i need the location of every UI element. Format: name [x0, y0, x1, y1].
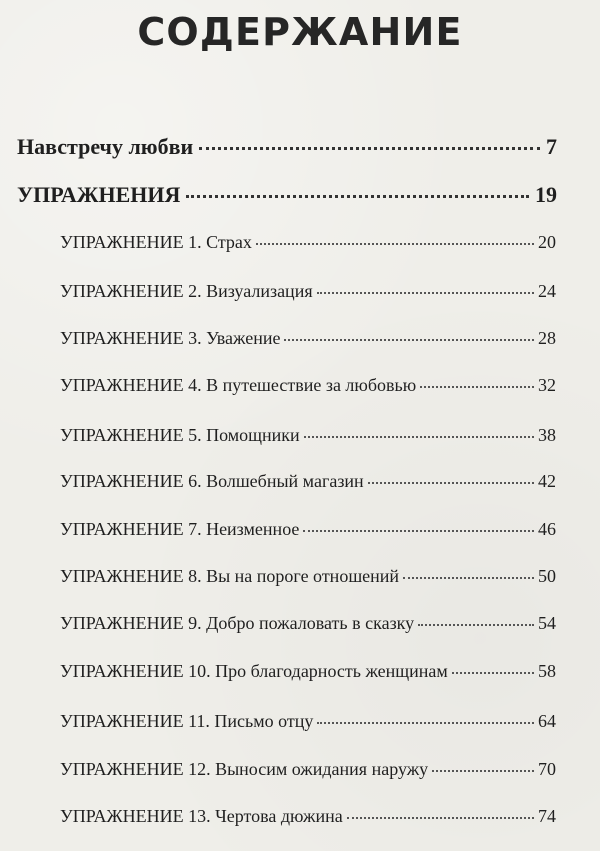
- dot-leader: [418, 624, 534, 626]
- dot-leader: [347, 817, 534, 819]
- dot-leader: [199, 147, 540, 150]
- dot-leader: [432, 770, 534, 772]
- toc-entry-page: 70: [538, 759, 556, 779]
- toc-entry-exercise-11[interactable]: [60, 711, 556, 732]
- toc-entry-exercise-6[interactable]: [60, 471, 556, 492]
- dot-leader: [303, 530, 534, 532]
- toc-entry-label: УПРАЖНЕНИЕ 3. Уважение: [60, 328, 281, 348]
- toc-entry-page: 7: [546, 134, 557, 159]
- toc-entry-exercise-2[interactable]: [60, 281, 556, 302]
- dot-leader: [452, 672, 534, 674]
- toc-entry-label: УПРАЖНЕНИЕ 9. Добро пожаловать в сказку: [60, 613, 415, 633]
- toc-entry-page: 50: [538, 566, 556, 586]
- toc-entry-intro[interactable]: [17, 134, 557, 160]
- dot-leader: [368, 482, 534, 484]
- toc-entry-page: 64: [538, 711, 556, 731]
- toc-entry-page: 54: [538, 613, 556, 633]
- toc-entry-label: Навстречу любви: [17, 134, 194, 159]
- toc-entry-exercise-9[interactable]: [60, 613, 556, 634]
- toc-entry-exercises[interactable]: [17, 182, 557, 208]
- toc-entry-page: 38: [538, 425, 556, 445]
- dot-leader: [186, 195, 529, 198]
- toc-entry-page: 58: [538, 661, 556, 681]
- toc-entry-exercise-12[interactable]: [60, 759, 556, 780]
- toc-entry-label: УПРАЖНЕНИЕ 5. Помощники: [60, 425, 300, 445]
- toc-entry-label: УПРАЖНЕНИЕ 10. Про благодарность женщинам: [60, 661, 448, 681]
- toc-entry-exercise-4[interactable]: [60, 375, 556, 396]
- toc-entry-page: 74: [538, 806, 556, 826]
- toc-entry-exercise-5[interactable]: [60, 425, 556, 446]
- toc-entry-page: 28: [538, 328, 556, 348]
- toc-entry-page: 42: [538, 471, 556, 491]
- dot-leader: [284, 339, 534, 341]
- dot-leader: [256, 243, 534, 245]
- page-title: СОДЕРЖАНИЕ: [137, 10, 463, 54]
- toc-entry-label: УПРАЖНЕНИЕ 7. Неизменное: [60, 519, 300, 539]
- toc-entry-exercise-10[interactable]: [60, 661, 556, 682]
- toc-entry-label: УПРАЖНЕНИЯ: [17, 182, 181, 207]
- toc-entry-page: 32: [538, 375, 556, 395]
- toc-entry-page: 19: [535, 182, 557, 207]
- dot-leader: [317, 292, 534, 294]
- toc-entry-exercise-3[interactable]: [60, 328, 556, 349]
- dot-leader: [403, 577, 534, 579]
- toc-entry-label: УПРАЖНЕНИЕ 6. Волшебный магазин: [60, 471, 364, 491]
- toc-entry-page: 20: [538, 232, 556, 252]
- toc-entry-label: УПРАЖНЕНИЕ 12. Выносим ожидания наружу: [60, 759, 429, 779]
- toc-entry-label: УПРАЖНЕНИЕ 8. Вы на пороге отношений: [60, 566, 400, 586]
- toc-entry-exercise-13[interactable]: [60, 806, 556, 827]
- dot-leader: [317, 722, 534, 724]
- toc-entry-label: УПРАЖНЕНИЕ 2. Визуализация: [60, 281, 313, 301]
- toc-entry-label: УПРАЖНЕНИЕ 1. Страх: [60, 232, 252, 252]
- toc-entry-label: УПРАЖНЕНИЕ 11. Письмо отцу: [60, 711, 314, 731]
- toc-entry-exercise-7[interactable]: [60, 519, 556, 540]
- toc-entry-exercise-8[interactable]: [60, 566, 556, 587]
- toc-entry-label: УПРАЖНЕНИЕ 4. В путешествие за любовью: [60, 375, 417, 395]
- toc-entry-label: УПРАЖНЕНИЕ 13. Чертова дюжина: [60, 806, 343, 826]
- dot-leader: [304, 436, 534, 438]
- toc-entry-exercise-1[interactable]: [60, 232, 556, 253]
- dot-leader: [420, 386, 534, 388]
- toc-entry-page: 46: [538, 519, 556, 539]
- toc-entry-page: 24: [538, 281, 556, 301]
